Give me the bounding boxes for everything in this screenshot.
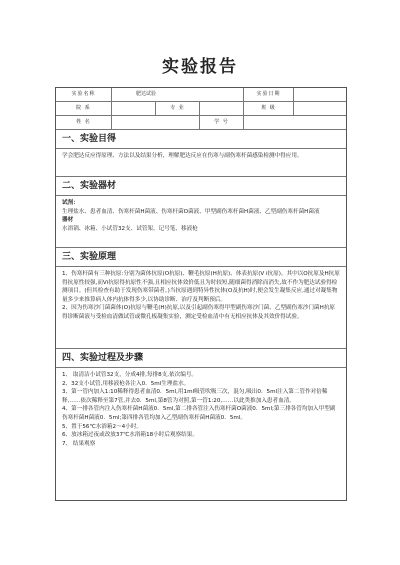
materials-body — [56, 196, 346, 248]
materials-heading: 二、实验器材 — [56, 177, 346, 196]
class-label: 班 级 — [244, 102, 294, 115]
course-label: 实验名称 — [56, 88, 112, 101]
name-label: 姓 名 — [56, 116, 112, 129]
procedure-step: 4、第一排各管内注入伤寒杆菌H菌液0．5ml,第二排各管注入伤寒杆菌O菌液0．5ml;第三排各管均加入甲型副伤寒杆菌H菌液0．5ml;第四排各管均加入乙型副伤寒杆菌H菌液0．5ml。 — [62, 406, 336, 421]
equipment-label: 器材 — [62, 217, 74, 224]
procedure-step: 7、 结果观察 — [62, 440, 96, 447]
reagent-label: 试剂： — [62, 200, 79, 206]
procedure-step: 5、置于56℃水浴箱2～4小时。 — [62, 423, 143, 430]
id-label: 学 号 — [200, 116, 244, 129]
date-value — [294, 88, 346, 101]
class-value — [294, 102, 346, 115]
principle-p2: 2、因为伤寒沙门菌菌体(O)抗原与鞭毛(H)抗原,以及引起副伤寒得甲型副伤寒沙门菌、乙型副伤寒沙门菌H抗原得诊断菌液与受检血清做试管或微孔板凝集实验，测定受检血清中有无相应抗体及其效价得试验。 — [62, 305, 336, 320]
header-row-3 — [56, 116, 346, 130]
procedure-step: 2、32支小试管,用移液枪各注入0．5ml生理盐水。 — [62, 380, 190, 387]
equipment-text: 水浴锅、冰箱、小试管32支、试管架、记号笔、移液枪 — [62, 225, 198, 232]
course-value: 肥达试验 — [112, 88, 244, 101]
procedure-step: 1、 取清洁小试管32支，分成4排,每排8支,依次编号。 — [62, 372, 198, 378]
principle-p1: 1、伤寒杆菌有三种抗原:分别为菌体抗原(O抗原)、鞭毛抗原(H抗原)、体表抗原(V i抗原)。其中以O抗原及H抗原得抗原性较强,而Vi抗原得抗原性不强,且相应抗体效价低且为时较短,随细菌得消除而消失,故不作为肥达试验得检测项目。(但其检查有助于发现伤寒带菌者。)当抗原遇到特异性抗体(O及抗H)时,便会发生凝集反应,通过对凝集物量多少来推算病人体内抗体得多少,以协助诊断、治疗及判断预后。 — [62, 271, 340, 303]
major-label: 专 业 — [156, 102, 200, 115]
procedure-heading: 四、实验过程及步骤 — [56, 349, 346, 368]
purpose-heading: 一、实验目得 — [56, 130, 346, 149]
major-value — [200, 102, 244, 115]
report-title: 实验报告 — [162, 57, 238, 77]
dept-value — [112, 102, 156, 115]
dept-label: 院 系 — [56, 102, 112, 115]
principle-heading: 三、实验原理 — [56, 248, 346, 267]
procedure-step: 3、第一管内加入1:10稀释得患者血清0．5ml,用1ml吸管吹吸三次，混匀,吸出0．5ml注入第二管作对倍稀释,……依次稀释至第7管,并去0．5ml,第8管为对照,第一管1:20,……以此类推加入患者血清。 — [62, 389, 328, 404]
header-row-2 — [56, 102, 346, 116]
procedure-step: 6、放冰箱过夜或改放37℃水浴箱18小时后观察结果。 — [62, 432, 198, 439]
header-row-1 — [56, 88, 346, 102]
date-label: 实验日期 — [244, 88, 294, 101]
principle-body — [56, 267, 346, 349]
reagent-text: 生理盐水、患者血清、伤寒杆菌H菌液、伤寒杆菌O菌液、甲型副伤寒杆菌H菌液、乙型副伤寒杆菌H菌液 — [62, 208, 320, 215]
name-value — [112, 116, 200, 129]
purpose-body — [56, 149, 346, 177]
purpose-text: 学会肥达反应得原理、方法以及结果分析，理解肥达反应在伤寒与副伤寒杆菌感染检测中得应用。 — [62, 153, 303, 159]
report-table — [55, 87, 347, 501]
procedure-body — [56, 368, 346, 500]
id-value — [244, 116, 346, 129]
